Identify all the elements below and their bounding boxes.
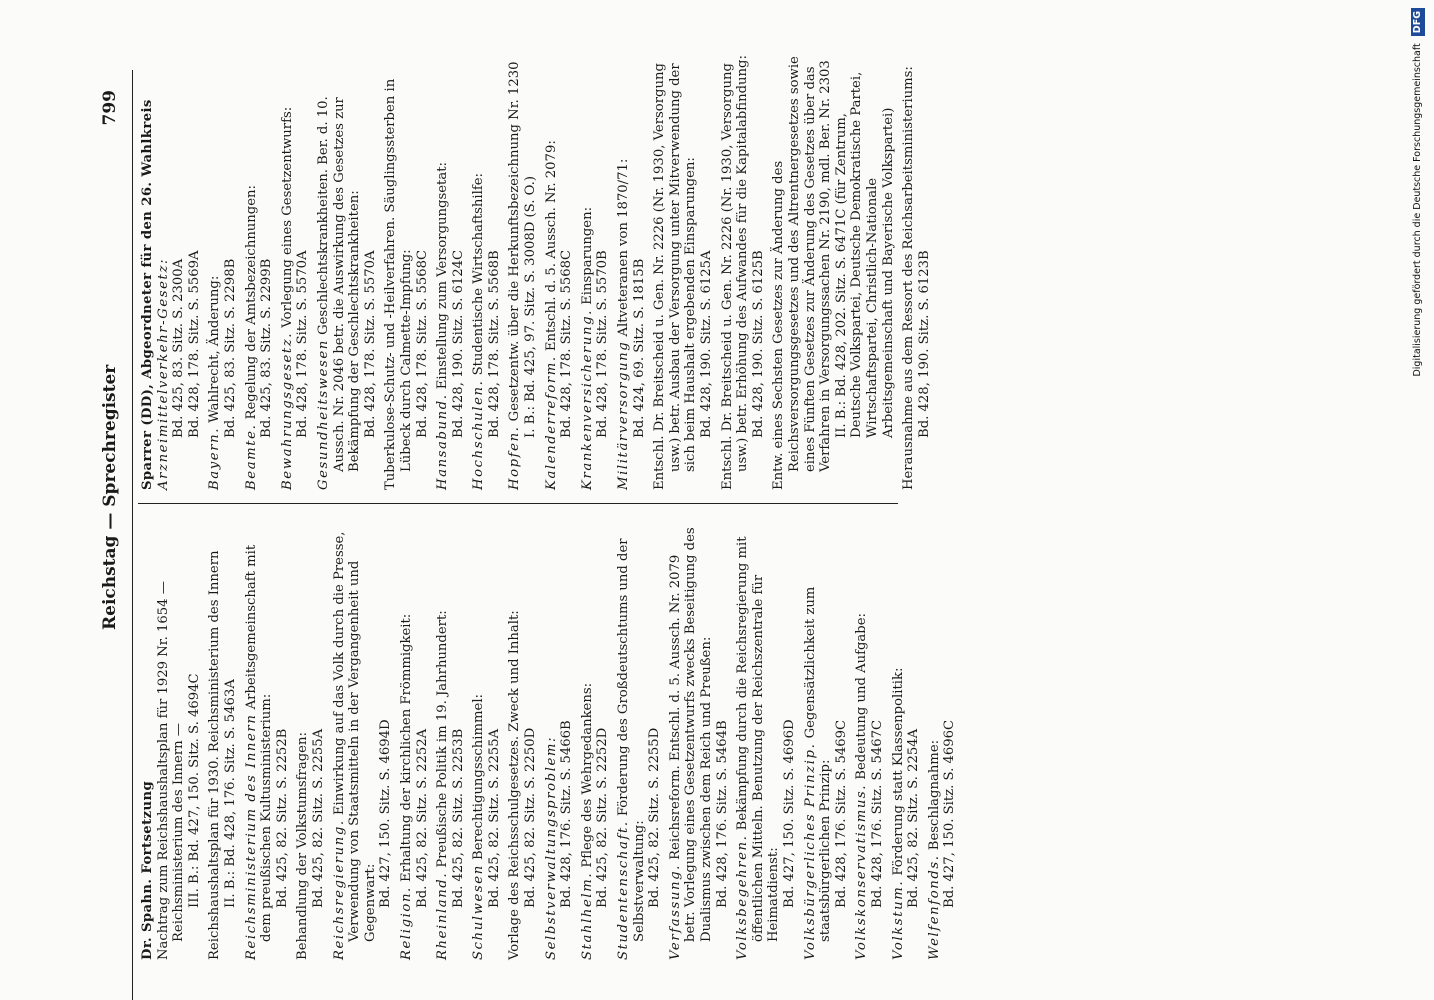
header-rule	[132, 70, 133, 1000]
entry-text: Studentische Wirtschaftshilfe:	[471, 173, 487, 376]
register-entry	[901, 50, 932, 490]
register-entry	[332, 520, 394, 960]
entry-text: Herausnahme aus dem Ressort des Reichsarbeitsministeriums:	[901, 66, 917, 490]
entry-text: Einsparungen:	[579, 206, 595, 305]
register-entry	[244, 50, 275, 490]
entry-reference: II. B.: Bd. 428, 176. Sitz. S. 5463A	[222, 679, 238, 908]
entry-reference: Bd. 428, 190. Sitz. S. 6125A	[699, 250, 714, 438]
entry-lemma: Hopfen.	[507, 425, 523, 490]
entry-text: Förderung des Großdeutschtums und der Selbstverwaltung:	[616, 538, 647, 942]
entry-text: Arbeitsgemeinschaft mit dem preußischen Kultusministerium:	[243, 544, 275, 942]
entry-text: Einstellung zum Versorgungsetat:	[435, 162, 451, 390]
register-entry	[735, 520, 797, 960]
running-header-title: Reichstag — Sprechregister	[100, 364, 120, 630]
entry-reference: Bd. 424, 69. Sitz. S. 1815B	[631, 258, 647, 438]
register-entry	[280, 50, 311, 490]
register-entry	[616, 50, 647, 490]
entry-reference: Bd. 428, 176. Sitz. S. 5469C	[833, 719, 849, 908]
entry-lemma: Welfenfonds.	[926, 854, 942, 960]
right-column	[140, 50, 937, 490]
entry-reference: Bd. 428, 178. Sitz. S. 5569A	[186, 250, 202, 438]
entry-lemma: Schulwesen	[471, 864, 487, 960]
register-entry	[244, 520, 291, 960]
entry-text: Reichshaushaltsplan für 1930. Reichsministerium des Innern	[207, 550, 223, 960]
entry-reference: Bd. 428, 190. Sitz. S. 6125B	[750, 250, 766, 438]
entry-reference: Bd. 428, 178. Sitz. S. 5570B	[595, 250, 611, 438]
entry-text: Regelung der Amtsbezeichnungen:	[243, 185, 259, 420]
register-entry	[652, 50, 714, 490]
entry-text: Pflege des Wehrgedankens:	[579, 682, 595, 868]
entry-reference: Bd. 428, 176. Sitz. S. 5466B	[559, 720, 575, 908]
register-entry	[295, 520, 326, 960]
entry-reference: Bd. 425, 82. Sitz. S. 2255A	[310, 728, 326, 908]
entry-text: Nachtrag zum Reichshaushaltsplan für 1929 Nr. 1654 — Reichsministerium des Innern —	[155, 581, 187, 960]
entry-text: Bedeutung und Aufgabe:	[854, 613, 870, 780]
entry-reference: Bd. 428, 190. Sitz. S. 6124C	[450, 249, 466, 438]
speaker-heading: Dr. Spahn. Fortsetzung	[140, 780, 155, 960]
entry-reference: Bd. 427, 150. Sitz. S. 4696D	[781, 719, 797, 908]
register-entry	[616, 520, 663, 960]
entry-lemma: Volkstum.	[890, 879, 906, 960]
entry-lemma: Reichsregierung.	[331, 819, 347, 960]
register-entry	[854, 520, 885, 960]
entry-text: Entw. eines Sechsten Gesetzes zur Änderung des Reichsversorgungsgesetzes und des Altrentnergesetzes sowie eines Fünften Gesetzes zur Änderung des Gesetzes über das Verfahren in Versorgungssachen Nr. 2190, mdl. Ber. Nr. 2303	[771, 56, 834, 490]
entry-lemma: Hansabund.	[435, 393, 451, 490]
entry-text: Gesetzentw. über die Herkunftsbezeichnung Nr. 1230	[507, 61, 523, 422]
entry-lemma: Verfassung.	[667, 864, 683, 960]
entry-text: Behandlung der Volkstumsfragen:	[295, 732, 311, 960]
entry-reference: III. B.: Bd. 427, 150. Sitz. S. 4694C	[186, 673, 202, 908]
right-entries	[156, 50, 938, 490]
register-entry	[544, 50, 575, 490]
register-entry	[383, 50, 430, 490]
entry-reference: Bd. 428, 190. Sitz. S. 6123B	[916, 250, 932, 438]
entry-text: Entschl. Dr. Breitscheid u. Gen. Nr. 2226 (Nr. 1930, Versorgung usw.) betr. Ausbau der Versorgung unter Mitverwendung der sich beim Haushalt ergebenden Einsparungen:	[652, 63, 699, 490]
register-entry	[471, 520, 502, 960]
entry-lemma: Studentenschaft.	[616, 820, 632, 960]
entry-reference: Bd. 427, 150. Sitz. S. 4694D	[378, 719, 394, 908]
entry-text: Berechtigungsschimmel:	[471, 694, 487, 860]
left-column	[140, 520, 963, 960]
entry-lemma: Hochschulen.	[471, 379, 487, 490]
entry-lemma: Reichsministerium des Innern	[243, 713, 259, 960]
entry-lemma: Beamte.	[243, 423, 259, 490]
register-entry	[316, 50, 378, 490]
entry-text: Entschl. Dr. Breitscheid u. Gen. Nr. 2226 (Nr. 1930, Versorgung usw.) betr. Erhöhung des Aufwandes für die Kapitalabfindung:	[719, 55, 751, 490]
entry-reference: Bd. 425, 82. Sitz. S. 2252A	[414, 728, 430, 908]
entry-lemma: Stahlhelm.	[579, 871, 595, 960]
entry-reference: Bd. 428, 176. Sitz. S. 5464B	[714, 720, 730, 908]
register-entry	[156, 50, 203, 490]
entry-reference: Bd. 427, 150. Sitz. S. 4696C	[942, 719, 958, 908]
entry-reference: Bd. 428, 178. Sitz. S. 5568C	[559, 249, 575, 438]
left-entries	[156, 520, 963, 960]
register-entry	[927, 520, 958, 960]
entry-lemma: Volksbegehren.	[735, 834, 751, 960]
register-entry	[544, 520, 575, 960]
entry-reference: I. B.: Bd. 425, 97. Sitz. S. 3008D (S. O.)	[523, 176, 539, 438]
register-entry	[580, 520, 611, 960]
register-entry	[207, 50, 238, 490]
register-entry	[207, 520, 238, 960]
register-entry	[471, 50, 502, 490]
register-entry	[156, 520, 203, 960]
entry-text: Tuberkulose-Schutz- und -Heilverfahren. Säuglingssterben in Lübeck durch Calmette-Impfung:	[383, 78, 414, 490]
entry-text: Vorlage des Reichsschulgesetzes. Zweck und Inhalt:	[507, 610, 523, 960]
entry-reference: Bd. 428, 178. Sitz. S. 5570A	[362, 250, 378, 438]
entry-reference: Bd. 428, 178. Sitz. S. 5570A	[295, 250, 311, 438]
register-entry	[803, 520, 850, 960]
entry-lemma: Bayern.	[207, 427, 223, 490]
entry-lemma: Selbstverwaltungsproblem:	[543, 735, 559, 960]
entry-reference: Bd. 425, 82. Sitz. S. 2254A	[906, 728, 922, 908]
entry-lemma: Krankenversicherung.	[579, 309, 595, 490]
entry-lemma: Militärversorgung	[616, 340, 632, 490]
entry-lemma: Gesundheitswesen	[315, 339, 331, 490]
register-entry	[507, 50, 538, 490]
entry-reference: Bd. 425, 82. Sitz. S. 2250D	[523, 727, 539, 908]
dfg-credit-strip	[1408, 8, 1428, 988]
entry-reference: Bd. 425, 82. Sitz. S. 2255A	[486, 728, 502, 908]
entry-reference: Bd. 428, 178. Sitz. S. 5568C	[414, 249, 430, 438]
entry-text: Gegensätzlichkeit zum staatsbürgerlichen Prinzip:	[802, 586, 834, 942]
register-entry	[668, 520, 730, 960]
entry-reference: Bd. 428, 176. Sitz. S. 5467C	[869, 719, 885, 908]
entry-text: Altveteranen von 1870/71:	[616, 158, 632, 337]
entry-text: Preußische Politik im 19. Jahrhundert:	[435, 610, 451, 868]
register-entry	[891, 520, 922, 960]
dfg-logo: DFG	[1411, 8, 1425, 36]
entry-lemma: Kalenderreform.	[543, 355, 559, 490]
column-divider	[138, 503, 898, 504]
entry-lemma: Volksbürgerliches Prinzip.	[802, 742, 818, 960]
entry-reference: Bd. 425, 82. Sitz. S. 2253B	[450, 728, 466, 908]
entry-reference: Bd. 428, 178. Sitz. S. 5568B	[486, 250, 502, 438]
entry-text: Vorlegung eines Gesetzentwurfs:	[279, 106, 295, 328]
page-number: 799	[100, 90, 120, 126]
entry-text: Förderung statt Klassenpolitik:	[890, 667, 906, 876]
entry-text: Wahlrecht, Änderung:	[207, 275, 223, 423]
entry-reference: Bd. 425, 83. Sitz. S. 2298B	[222, 258, 238, 438]
entry-text: Erhaltung der kirchlichen Frömmigkeit:	[398, 613, 414, 882]
dfg-credit-text: Digitalisierung gefördert durch die Deutsche Forschungsgemeinschaft	[1412, 43, 1423, 377]
entry-reference: Bd. 425, 82. Sitz. S. 2252B	[274, 728, 290, 908]
entry-text: Geschlechtskrankheiten. Ber. d. 10. Aussch. Nr. 2046 betr. die Auswirkung des Gesetzes zur Bekämpfung der Geschlechtskrankheiten:	[315, 96, 363, 472]
entry-text: Bekämpfung durch die Reichsregierung mit öffentlichen Mitteln. Benutzung der Reichszentrale für Heimatdienst:	[735, 536, 782, 942]
entry-lemma: Rheinland.	[435, 871, 451, 960]
register-entry	[435, 50, 466, 490]
entry-reference: Bd. 425, 83. Sitz. S. 2299B	[259, 258, 275, 438]
entry-text: Beschlagnahme:	[926, 739, 942, 851]
entry-lemma: Volkskonservatismus.	[854, 783, 870, 960]
entry-reference: Bd. 425, 83. Sitz. S. 2300A	[171, 258, 187, 438]
register-entry	[771, 50, 896, 490]
register-entry	[507, 520, 538, 960]
entry-reference: Bd. 425, 82. Sitz. S. 2252D	[595, 727, 611, 908]
entry-text: Einwirkung auf das Volk durch die Presse, Verwendung von Staatsmitteln in der Vergangenheit und Gegenwart:	[331, 531, 378, 942]
register-entry	[435, 520, 466, 960]
entry-lemma: Bewahrungsgesetz.	[279, 331, 295, 490]
entry-reference: II. B.: Bd. 428, 202. Sitz. S. 6471C (für Zentrum, Deutsche Volkspartei, Deutsche Demokratische Partei, Wirtschaftspartei, Christlich-Nationale Arbeitsgemeinschaft und Bayerische Volkspartei)	[833, 71, 896, 438]
register-entry	[399, 520, 430, 960]
entry-reference: Bd. 425, 82. Sitz. S. 2255D	[647, 727, 663, 908]
entry-text: Entschl. d. 5. Aussch. Nr. 2079:	[543, 140, 559, 352]
entry-lemma: Religion.	[398, 886, 414, 960]
entry-text: Reichsreform. Entschl. d. 5. Aussch. Nr. 2079 betr. Vorlegung eines Gesetzentwurfs zwecks Beseitigung des Dualismus zwischen dem Reich und Preußen:	[667, 527, 714, 942]
register-entry	[720, 50, 767, 490]
speaker-heading: Sparrer (DD), Abgeordneter für den 26. Wahlkreis	[140, 99, 155, 490]
register-entry	[580, 50, 611, 490]
entry-lemma: Arzneimittelverkehr-Gesetz:	[155, 257, 171, 490]
running-header	[100, 90, 130, 970]
